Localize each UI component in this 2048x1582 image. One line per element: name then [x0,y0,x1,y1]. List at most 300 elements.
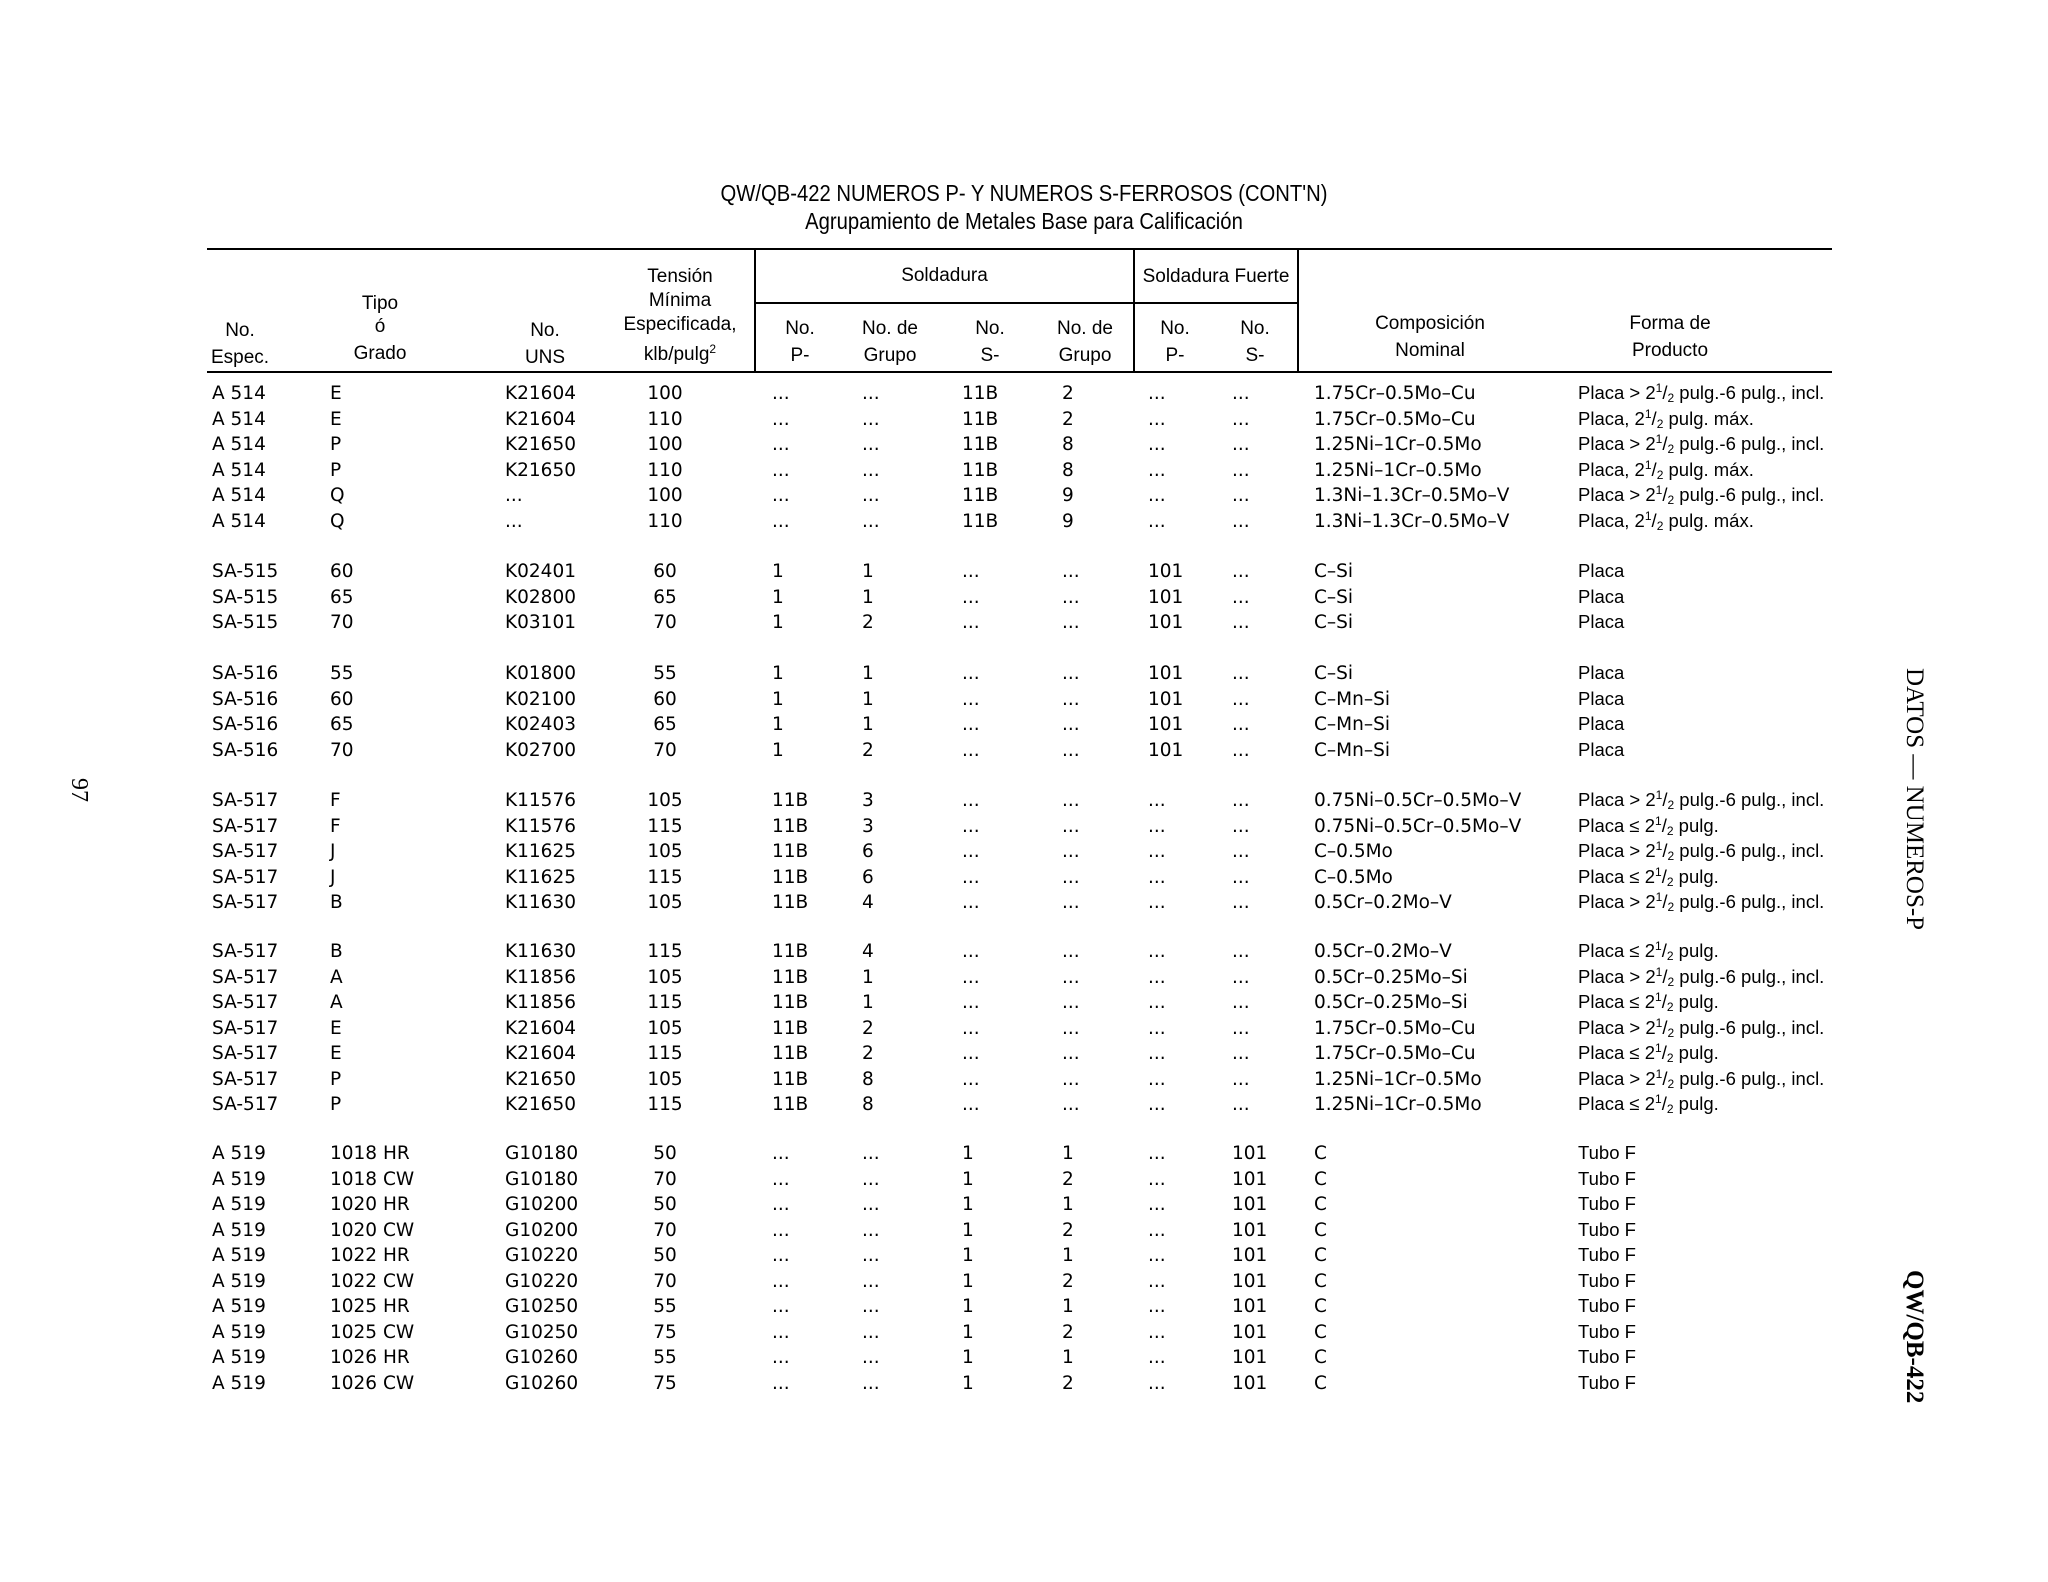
cell-spec: A 519 [212,1245,266,1266]
cell-weld-p-group: 2 [862,612,874,633]
cell-product-form: Placa [1578,739,1625,760]
cell-weld-s-group: 1 [1062,1194,1074,1215]
cell-type-grade: A [330,992,343,1013]
cell-type-grade: 70 [330,740,354,761]
cell-product-form: Placa [1578,662,1625,683]
cell-uns: G10180 [505,1143,579,1164]
cell-braze-p: ... [1148,1143,1166,1164]
cell-uns: K02800 [505,587,576,608]
cell-weld-p: ... [772,1220,790,1241]
cell-uns: K21604 [505,409,576,430]
cell-type-grade: E [330,1018,342,1039]
cell-type-grade: Q [330,511,345,532]
cell-uns: K21650 [505,1094,576,1115]
cell-braze-p: ... [1148,511,1166,532]
cell-uns: G10220 [505,1245,579,1266]
cell-uns: K21650 [505,460,576,481]
cell-weld-p: 1 [772,663,784,684]
cell-weld-s-group: ... [1062,892,1080,913]
cell-weld-p-group: ... [862,1220,880,1241]
cell-composition: C–Si [1314,663,1354,684]
cell-type-grade: Q [330,485,345,506]
cell-weld-p-group: ... [862,409,880,430]
cell-weld-p: 1 [772,561,784,582]
cell-braze-s: 101 [1232,1347,1268,1368]
cell-product-form: Tubo F [1578,1372,1636,1393]
cell-braze-s: ... [1232,941,1250,962]
cell-weld-s: ... [962,790,980,811]
header-weld-s: No. S- [975,318,1005,366]
cell-spec: SA-517 [212,1094,279,1115]
cell-uns: K11576 [505,790,576,811]
cell-composition: 1.25Ni–1Cr–0.5Mo [1314,1094,1482,1115]
cell-braze-s: ... [1232,1018,1250,1039]
cell-weld-p-group: ... [862,511,880,532]
cell-braze-s: ... [1232,892,1250,913]
cell-tension: 115 [647,1043,683,1064]
cell-product-form: Placa > $2^1/_2$ pulg.-6 pulg., incl. [1578,1067,1825,1091]
cell-tension: 60 [653,561,677,582]
cell-weld-p: ... [772,485,790,506]
cell-tension: 75 [653,1373,677,1394]
cell-weld-s-group: 9 [1062,485,1074,506]
cell-braze-s: ... [1232,1069,1250,1090]
cell-weld-s-group: ... [1062,587,1080,608]
cell-weld-p-group: 1 [862,663,874,684]
cell-weld-p: 11B [772,1069,809,1090]
cell-product-form: Tubo F [1578,1346,1636,1367]
cell-product-form: Tubo F [1578,1168,1636,1189]
cell-weld-s-group: ... [1062,561,1080,582]
cell-weld-s: 1 [962,1143,974,1164]
cell-braze-s: ... [1232,740,1250,761]
cell-product-form: Placa > $2^1/_2$ pulg.-6 pulg., incl. [1578,432,1825,456]
cell-type-grade: 55 [330,663,354,684]
cell-weld-s-group: ... [1062,740,1080,761]
cell-product-form: Placa [1578,688,1625,709]
cell-spec: A 514 [212,460,266,481]
cell-spec: SA-517 [212,790,279,811]
cell-weld-p-group: 4 [862,892,874,913]
cell-braze-s: ... [1232,689,1250,710]
cell-type-grade: P [330,434,342,455]
cell-spec: A 519 [212,1220,266,1241]
cell-composition: C–Si [1314,612,1354,633]
cell-braze-p: ... [1148,383,1166,404]
cell-braze-p: 101 [1148,587,1184,608]
cell-composition: C [1314,1271,1327,1292]
cell-weld-s: ... [962,1069,980,1090]
cell-uns: K02401 [505,561,576,582]
cell-braze-s: ... [1232,460,1250,481]
cell-product-form: Placa ≤ $2^1/_2$ pulg. [1578,814,1719,838]
cell-braze-p: ... [1148,941,1166,962]
cell-tension: 110 [647,511,683,532]
cell-spec: SA-515 [212,587,279,608]
page-number: 97 [66,778,92,802]
cell-braze-s: ... [1232,790,1250,811]
cell-braze-p: ... [1148,790,1166,811]
cell-uns: K21650 [505,434,576,455]
cell-weld-s: ... [962,967,980,988]
cell-tension: 105 [647,1069,683,1090]
cell-weld-p-group: ... [862,1194,880,1215]
top-rule [207,248,1832,250]
cell-weld-s: 1 [962,1194,974,1215]
cell-weld-s-group: ... [1062,841,1080,862]
cell-type-grade: B [330,892,343,913]
cell-weld-p: 11B [772,867,809,888]
cell-composition: 0.5Cr–0.2Mo–V [1314,941,1452,962]
cell-product-form: Placa, $2^1/_2$ pulg. máx. [1578,509,1754,533]
cell-product-form: Tubo F [1578,1295,1636,1316]
cell-uns: G10260 [505,1373,579,1394]
cell-spec: A 519 [212,1143,266,1164]
cell-weld-p-group: 1 [862,561,874,582]
cell-composition: C [1314,1347,1327,1368]
cell-weld-p-group: 1 [862,714,874,735]
cell-weld-s-group: ... [1062,689,1080,710]
cell-weld-p-group: 4 [862,941,874,962]
header-weld-p: No. P- [785,318,815,366]
cell-spec: SA-515 [212,612,279,633]
cell-weld-s-group: ... [1062,867,1080,888]
cell-weld-s: 1 [962,1169,974,1190]
cell-tension: 110 [647,409,683,430]
cell-braze-s: ... [1232,1043,1250,1064]
cell-spec: SA-517 [212,1043,279,1064]
cell-composition: C [1314,1373,1327,1394]
weld-group-rule [756,302,1297,304]
cell-weld-s-group: ... [1062,790,1080,811]
cell-weld-p-group: 3 [862,790,874,811]
cell-braze-p: ... [1148,1069,1166,1090]
cell-spec: SA-517 [212,816,279,837]
section-side-label: DATOS — NUMEROS-P [1901,668,1928,931]
cell-product-form: Placa > $2^1/_2$ pulg.-6 pulg., incl. [1578,890,1825,914]
cell-spec: SA-517 [212,1018,279,1039]
cell-weld-s-group: ... [1062,714,1080,735]
cell-tension: 70 [653,1220,677,1241]
cell-weld-p-group: 1 [862,689,874,710]
cell-braze-s: ... [1232,841,1250,862]
cell-weld-p: 1 [772,612,784,633]
cell-uns: G10260 [505,1347,579,1368]
cell-braze-p: ... [1148,485,1166,506]
cell-type-grade: 1020 HR [330,1194,410,1215]
cell-weld-p-group: ... [862,1169,880,1190]
cell-weld-s-group: 2 [1062,1322,1074,1343]
cell-composition: 1.3Ni–1.3Cr–0.5Mo–V [1314,485,1510,506]
cell-weld-s-group: ... [1062,663,1080,684]
cell-uns: K11625 [505,867,576,888]
cell-tension: 105 [647,790,683,811]
cell-weld-p: 11B [772,992,809,1013]
cell-tension: 105 [647,892,683,913]
cell-weld-p: ... [772,1373,790,1394]
cell-weld-s: ... [962,740,980,761]
cell-weld-p: ... [772,383,790,404]
cell-weld-p: ... [772,1271,790,1292]
cell-tension: 105 [647,841,683,862]
cell-composition: 1.25Ni–1Cr–0.5Mo [1314,434,1482,455]
cell-type-grade: 1022 CW [330,1271,415,1292]
cell-tension: 115 [647,941,683,962]
cell-uns: K11856 [505,967,576,988]
cell-tension: 110 [647,460,683,481]
header-braze-s: No. S- [1240,318,1270,366]
cell-composition: 1.75Cr–0.5Mo–Cu [1314,1018,1476,1039]
cell-uns: K11630 [505,892,576,913]
cell-weld-s: ... [962,841,980,862]
cell-braze-p: ... [1148,1043,1166,1064]
cell-weld-p-group: ... [862,1347,880,1368]
cell-composition: 1.75Cr–0.5Mo–Cu [1314,409,1476,430]
cell-braze-p: 101 [1148,714,1184,735]
cell-braze-s: ... [1232,587,1250,608]
cell-spec: A 519 [212,1194,266,1215]
cell-weld-p: ... [772,434,790,455]
cell-weld-p-group: ... [862,383,880,404]
cell-weld-s-group: 2 [1062,383,1074,404]
cell-weld-p-group: 8 [862,1094,874,1115]
cell-composition: 0.5Cr–0.25Mo–Si [1314,992,1468,1013]
cell-weld-s-group: ... [1062,967,1080,988]
cell-product-form: Placa [1578,611,1625,632]
cell-uns: G10200 [505,1220,579,1241]
cell-weld-s: 11B [962,460,999,481]
cell-composition: C [1314,1296,1327,1317]
cell-spec: A 519 [212,1271,266,1292]
cell-weld-s: 1 [962,1271,974,1292]
cell-weld-s-group: ... [1062,612,1080,633]
cell-weld-p-group: ... [862,485,880,506]
cell-weld-p-group: ... [862,460,880,481]
cell-weld-p-group: 2 [862,1018,874,1039]
cell-tension: 55 [653,663,677,684]
cell-weld-s: ... [962,892,980,913]
cell-weld-p-group: ... [862,1143,880,1164]
cell-weld-p-group: 1 [862,992,874,1013]
cell-tension: 75 [653,1322,677,1343]
cell-product-form: Placa ≤ $2^1/_2$ pulg. [1578,1041,1719,1065]
cell-spec: A 519 [212,1347,266,1368]
header-weld-p-group: No. de Grupo [862,318,918,366]
cell-braze-p: 101 [1148,740,1184,761]
cell-braze-p: ... [1148,841,1166,862]
cell-braze-p: 101 [1148,689,1184,710]
cell-product-form: Tubo F [1578,1321,1636,1342]
cell-tension: 115 [647,1094,683,1115]
header-weld-s-group: No. de Grupo [1057,318,1113,366]
cell-weld-p-group: 6 [862,867,874,888]
cell-weld-s-group: 1 [1062,1296,1074,1317]
cell-type-grade: 1025 HR [330,1296,410,1317]
cell-braze-s: 101 [1232,1296,1268,1317]
cell-tension: 60 [653,689,677,710]
cell-spec: SA-517 [212,841,279,862]
cell-composition: C–0.5Mo [1314,867,1393,888]
cell-spec: SA-516 [212,740,279,761]
cell-tension: 65 [653,587,677,608]
cell-tension: 50 [653,1245,677,1266]
cell-tension: 100 [647,434,683,455]
cell-type-grade: 1025 CW [330,1322,415,1343]
cell-braze-p: ... [1148,867,1166,888]
cell-weld-s-group: 2 [1062,1373,1074,1394]
cell-weld-p: ... [772,1143,790,1164]
cell-spec: SA-516 [212,663,279,684]
cell-spec: A 519 [212,1322,266,1343]
cell-spec: A 514 [212,434,266,455]
cell-weld-s: ... [962,663,980,684]
cell-weld-s-group: ... [1062,941,1080,962]
cell-braze-s: ... [1232,511,1250,532]
cell-spec: SA-517 [212,1069,279,1090]
header-bottom-rule [207,371,1832,373]
cell-weld-s: ... [962,689,980,710]
cell-weld-p-group: ... [862,1271,880,1292]
cell-spec: A 519 [212,1296,266,1317]
cell-tension: 70 [653,612,677,633]
cell-spec: A 514 [212,485,266,506]
cell-composition: 1.75Cr–0.5Mo–Cu [1314,383,1476,404]
cell-uns: K02403 [505,714,576,735]
cell-braze-s: ... [1232,383,1250,404]
cell-weld-p: ... [772,511,790,532]
cell-weld-s-group: 2 [1062,1271,1074,1292]
cell-braze-p: ... [1148,434,1166,455]
cell-spec: SA-517 [212,867,279,888]
cell-weld-p: 11B [772,1094,809,1115]
cell-braze-p: ... [1148,967,1166,988]
cell-product-form: Placa, $2^1/_2$ pulg. máx. [1578,407,1754,431]
cell-braze-s: 101 [1232,1194,1268,1215]
header-spec: No. Espec. [210,320,270,368]
cell-braze-p: ... [1148,1296,1166,1317]
cell-uns: K11856 [505,992,576,1013]
cell-braze-p: ... [1148,1245,1166,1266]
cell-uns: K21650 [505,1069,576,1090]
cell-tension: 100 [647,485,683,506]
cell-composition: C–Mn–Si [1314,740,1390,761]
cell-uns: K21604 [505,1018,576,1039]
cell-braze-p: ... [1148,992,1166,1013]
cell-spec: SA-517 [212,941,279,962]
cell-weld-s: ... [962,867,980,888]
cell-product-form: Placa [1578,713,1625,734]
cell-uns: K11625 [505,841,576,862]
cell-product-form: Placa > $2^1/_2$ pulg.-6 pulg., incl. [1578,839,1825,863]
cell-uns: G10250 [505,1322,579,1343]
cell-type-grade: 65 [330,587,354,608]
cell-weld-s: ... [962,714,980,735]
cell-braze-s: 101 [1232,1245,1268,1266]
cell-weld-s: 11B [962,383,999,404]
cell-weld-s-group: ... [1062,1018,1080,1039]
cell-weld-s: 1 [962,1322,974,1343]
cell-product-form: Tubo F [1578,1244,1636,1265]
cell-spec: A 514 [212,409,266,430]
cell-product-form: Placa ≤ $2^1/_2$ pulg. [1578,1092,1719,1116]
cell-uns: K03101 [505,612,576,633]
cell-weld-s: 11B [962,485,999,506]
cell-weld-p: 11B [772,816,809,837]
cell-tension: 70 [653,740,677,761]
header-composition: Composición Nominal [1375,313,1485,361]
cell-braze-p: ... [1148,1169,1166,1190]
cell-braze-s: 101 [1232,1373,1268,1394]
cell-product-form: Placa > $2^1/_2$ pulg.-6 pulg., incl. [1578,483,1825,507]
cell-spec: A 519 [212,1169,266,1190]
cell-weld-p: ... [772,1347,790,1368]
cell-product-form: Placa > $2^1/_2$ pulg.-6 pulg., incl. [1578,1016,1825,1040]
cell-composition: C–Si [1314,587,1354,608]
cell-braze-s: ... [1232,867,1250,888]
cell-type-grade: F [330,816,341,837]
cell-composition: 0.75Ni–0.5Cr–0.5Mo–V [1314,790,1522,811]
cell-weld-s-group: ... [1062,1094,1080,1115]
cell-tension: 105 [647,967,683,988]
cell-weld-s: ... [962,1018,980,1039]
cell-weld-s: ... [962,587,980,608]
cell-spec: SA-516 [212,714,279,735]
cell-type-grade: A [330,967,343,988]
cell-weld-p-group: 8 [862,1069,874,1090]
cell-uns: K21604 [505,1043,576,1064]
cell-weld-s-group: 1 [1062,1245,1074,1266]
cell-composition: 1.75Cr–0.5Mo–Cu [1314,1043,1476,1064]
cell-weld-s: 11B [962,409,999,430]
cell-braze-s: 101 [1232,1143,1268,1164]
cell-spec: A 519 [212,1373,266,1394]
cell-composition: C–Si [1314,561,1354,582]
cell-braze-s: 101 [1232,1169,1268,1190]
cell-weld-p: 1 [772,689,784,710]
header-braze-p: No. P- [1160,318,1190,366]
cell-braze-p: ... [1148,892,1166,913]
cell-weld-s-group: 8 [1062,460,1074,481]
cell-composition: C [1314,1245,1327,1266]
cell-type-grade: E [330,383,342,404]
cell-type-grade: J [330,867,336,888]
cell-product-form: Placa ≤ $2^1/_2$ pulg. [1578,990,1719,1014]
cell-composition: C [1314,1220,1327,1241]
cell-weld-p: ... [772,1169,790,1190]
cell-spec: SA-517 [212,992,279,1013]
cell-uns: G10220 [505,1271,579,1292]
header-product-form: Forma de Producto [1629,313,1711,361]
cell-type-grade: 1020 CW [330,1220,415,1241]
cell-weld-p-group: 3 [862,816,874,837]
cell-spec: A 514 [212,383,266,404]
cell-spec: A 514 [212,511,266,532]
cell-braze-p: ... [1148,1220,1166,1241]
cell-weld-p: ... [772,460,790,481]
cell-product-form: Placa [1578,560,1625,581]
cell-weld-p-group: ... [862,434,880,455]
cell-uns: G10250 [505,1296,579,1317]
cell-tension: 55 [653,1296,677,1317]
cell-tension: 100 [647,383,683,404]
cell-weld-s-group: 2 [1062,1220,1074,1241]
cell-weld-s: ... [962,1094,980,1115]
cell-braze-p: ... [1148,1373,1166,1394]
cell-weld-s-group: ... [1062,816,1080,837]
cell-weld-p: ... [772,1194,790,1215]
cell-product-form: Placa [1578,586,1625,607]
cell-weld-p: 11B [772,841,809,862]
